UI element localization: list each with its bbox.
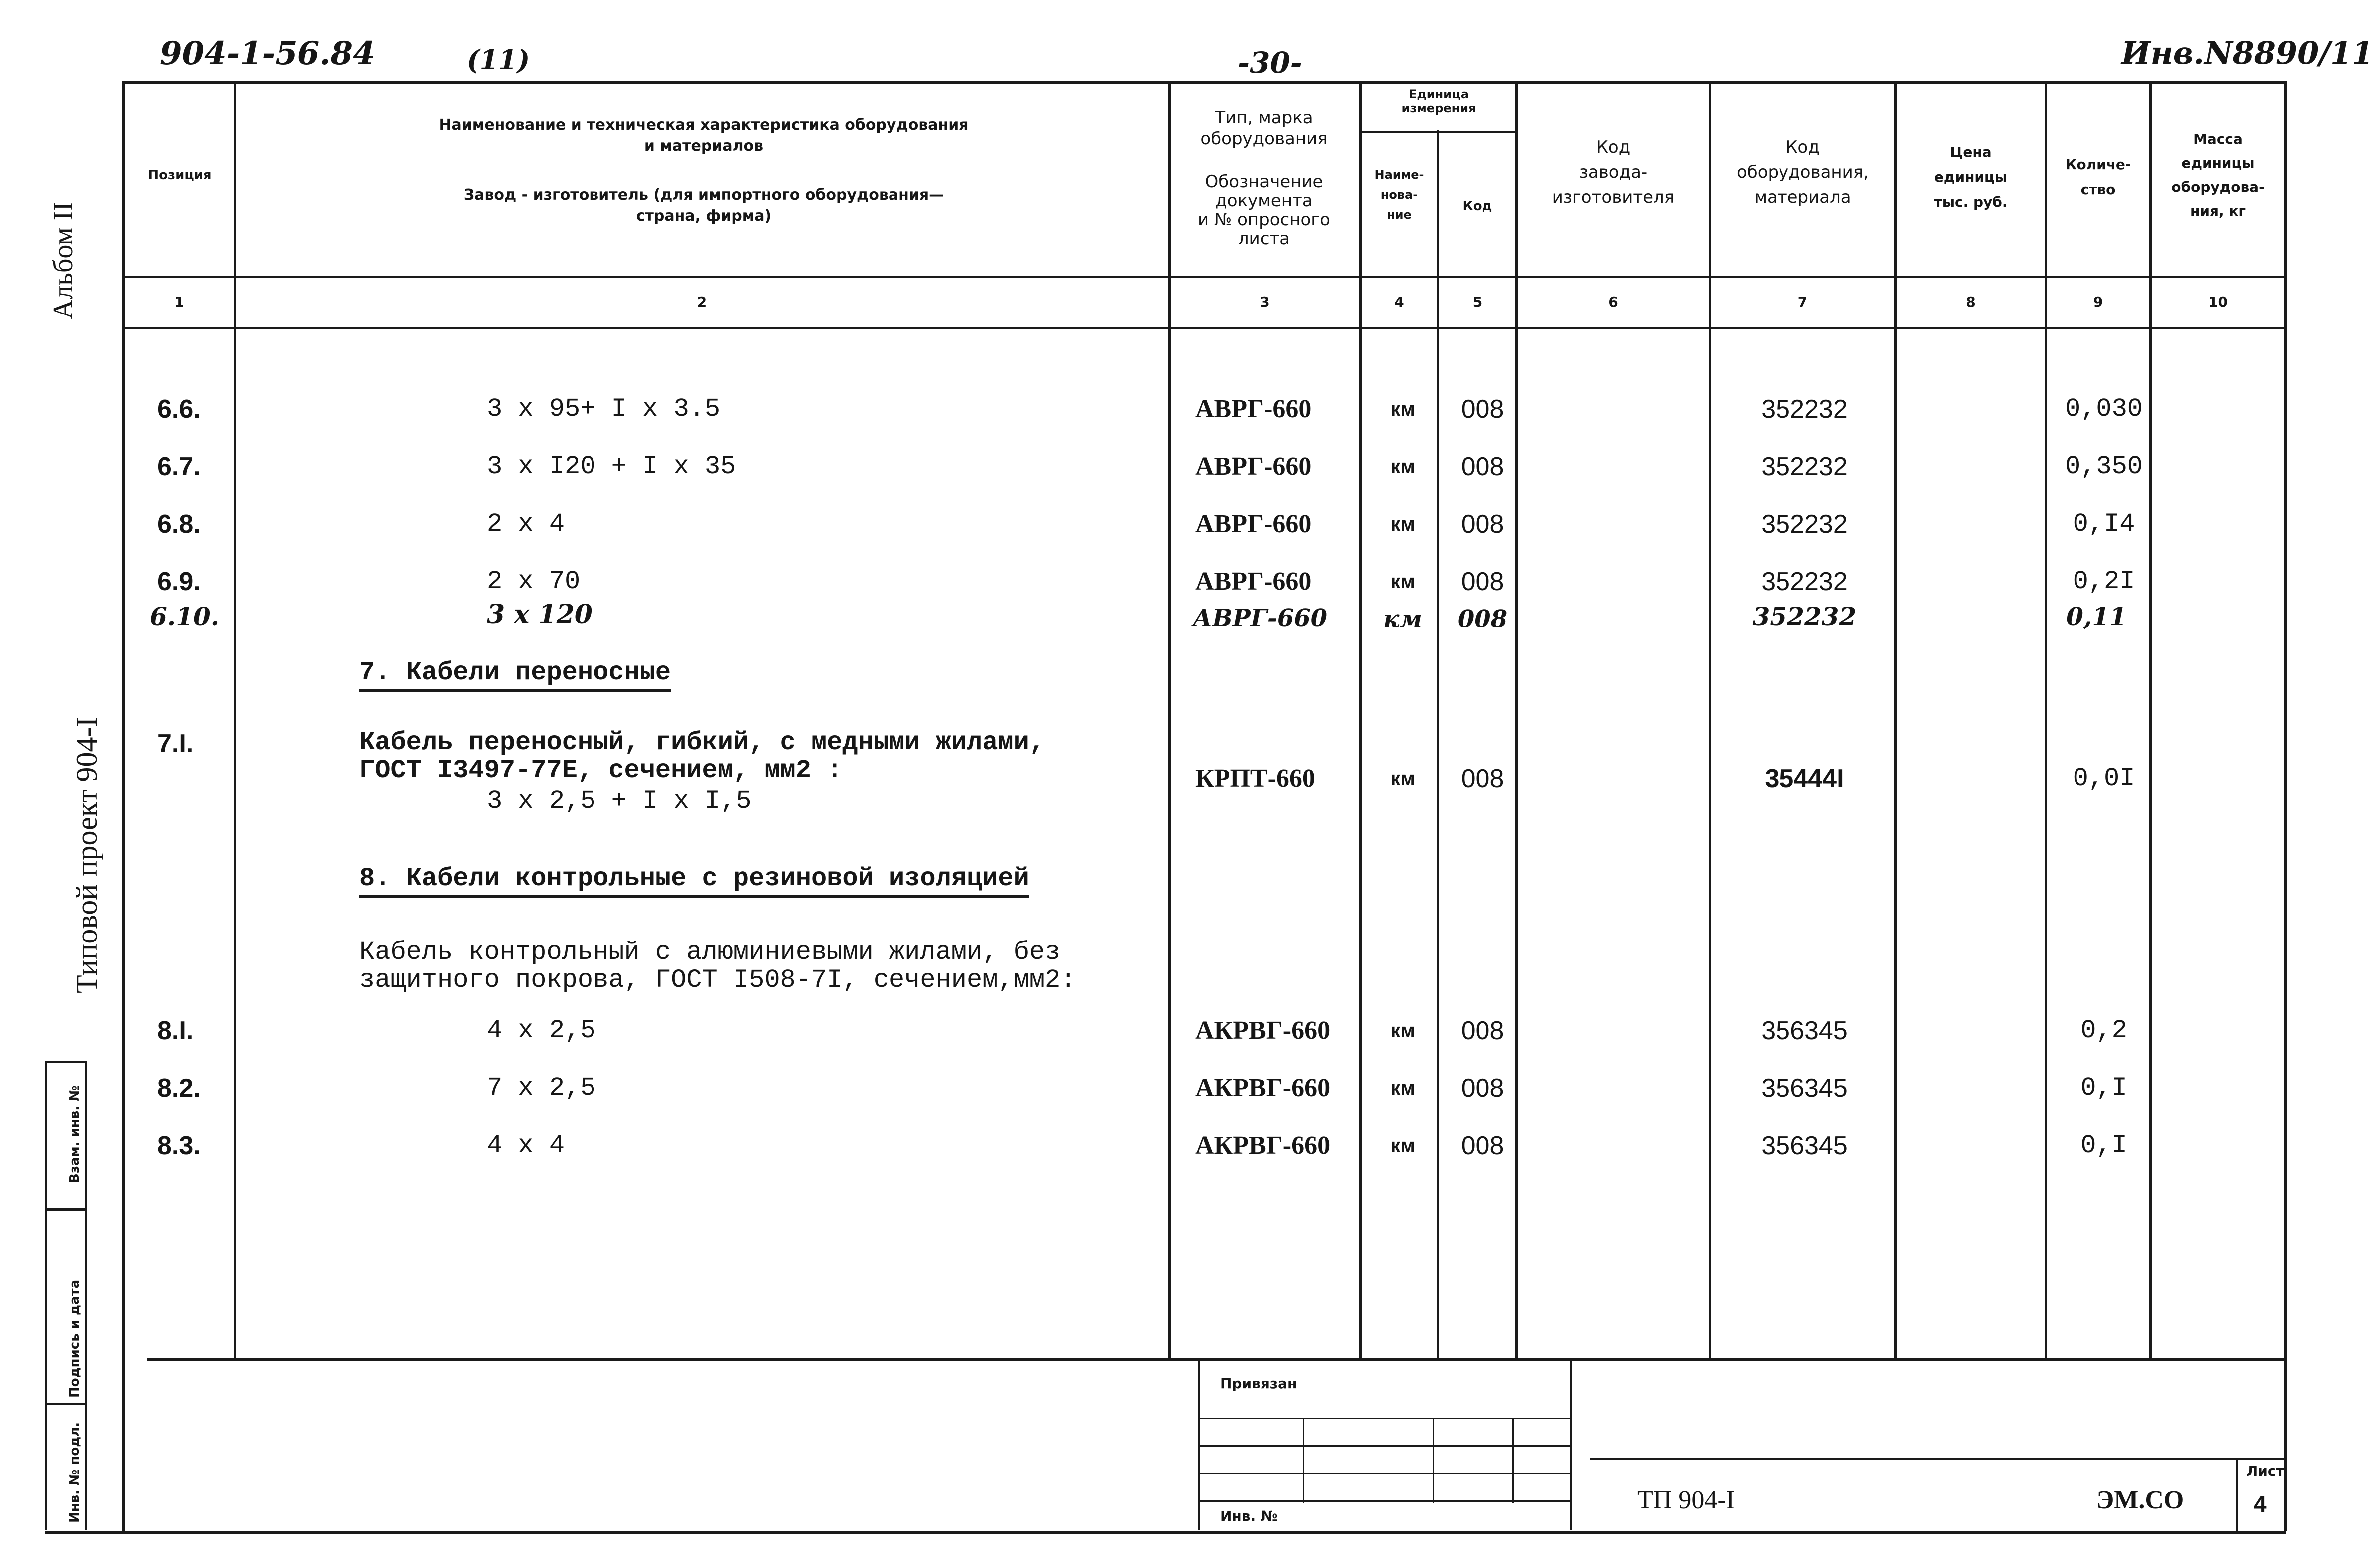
row-material-code: 35444I xyxy=(1765,764,1844,793)
stamp-label-replace: Взам. инв. № xyxy=(67,1085,82,1183)
row-mark: АВРГ-660 xyxy=(1195,452,1312,481)
row-unit: км xyxy=(1383,605,1423,633)
stamp-box-right xyxy=(85,1061,87,1530)
col-line-8 xyxy=(2045,81,2047,1359)
col-number-5: 5 xyxy=(1472,294,1483,310)
frame-top xyxy=(122,81,2286,84)
project-code: 904-1-56.84 xyxy=(160,35,375,72)
row-unit-code: 008 xyxy=(1461,764,1504,793)
header-name: Наименование и техническая характеристика оборудования и материалов xyxy=(439,116,969,155)
row-description: 2 x 4 xyxy=(487,509,565,539)
row-unit-code: 008 xyxy=(1461,1074,1504,1103)
col-number-1: 1 xyxy=(174,294,184,310)
row-mark: АВРГ-660 xyxy=(1193,604,1328,632)
row-material-code: 356345 xyxy=(1761,1074,1848,1103)
col-line-7 xyxy=(1894,81,1897,1359)
header-document: Обозначение документа и № опросного листа xyxy=(1198,172,1330,249)
row-mark: АКРВГ-660 xyxy=(1195,1016,1331,1045)
part-number: (11) xyxy=(467,44,530,76)
row-mark: АКРВГ-660 xyxy=(1195,1074,1331,1102)
row-description: 7 x 2,5 xyxy=(487,1073,596,1103)
stamp-box-left xyxy=(45,1061,47,1530)
row-unit: км xyxy=(1390,768,1415,790)
header-unit-name: Наиме- нова- ние xyxy=(1374,168,1424,222)
row-position: 7.I. xyxy=(157,729,194,758)
row-quantity: 0,I4 xyxy=(2073,509,2135,539)
row-unit-code: 008 xyxy=(1457,605,1508,633)
sheet-box-left xyxy=(2236,1458,2238,1531)
page-number: -30- xyxy=(1238,46,1302,80)
row-unit: км xyxy=(1390,1020,1415,1042)
header-quantity: Количе- ство xyxy=(2065,156,2131,198)
col-line-9 xyxy=(2149,81,2152,1359)
col-number-3: 3 xyxy=(1260,294,1270,310)
header-manufacturer: Завод - изготовитель (для импортного оборудования— страна, фирма) xyxy=(463,186,944,225)
row-position: 6.10. xyxy=(150,602,220,631)
footer-line-1 xyxy=(1200,1418,1570,1419)
number-row-divider xyxy=(122,327,2286,329)
row-description: 4 x 2,5 xyxy=(487,1016,596,1045)
row-description: 2 x 70 xyxy=(487,567,581,596)
header-unit-code: Код xyxy=(1462,199,1492,214)
unit-group-divider xyxy=(1359,131,1515,133)
row-quantity: 0,I xyxy=(2080,1073,2127,1103)
header-mass: Масса единицы оборудова- ния, кг xyxy=(2171,131,2265,219)
inventory-number: Инв.N8890/11 xyxy=(2121,35,2373,71)
row-quantity: 0,11 xyxy=(2066,602,2127,631)
stamp-box-div2 xyxy=(45,1403,85,1405)
col-line-5 xyxy=(1515,81,1518,1359)
row-material-code: 352232 xyxy=(1761,567,1848,596)
footer-line-3 xyxy=(1200,1473,1570,1474)
row-unit-code: 008 xyxy=(1461,567,1504,596)
footer-vline-2 xyxy=(1433,1418,1434,1503)
frame-right xyxy=(2284,81,2287,1531)
row-description: 4 x 4 xyxy=(487,1131,565,1160)
col-line-1 xyxy=(234,81,236,1359)
row-unit-code: 008 xyxy=(1461,1016,1504,1045)
row-quantity: 0,030 xyxy=(2065,394,2143,424)
section-8-title: 8. Кабели контрольные с резиновой изоляцией xyxy=(359,864,1029,898)
section-7-title: 7. Кабели переносные xyxy=(359,658,671,692)
col-number-4: 4 xyxy=(1394,294,1404,310)
stamp-label-inv: Инв. № подл. xyxy=(67,1422,82,1523)
col-line-6 xyxy=(1709,81,1711,1359)
row-unit: км xyxy=(1390,513,1415,535)
row-unit-code: 008 xyxy=(1461,1131,1504,1160)
header-type: Тип, марка оборудования xyxy=(1200,108,1328,149)
section-8-text: Кабель контрольный с алюминиевыми жилами, без защитного покрова, ГОСТ I508-7I, сечением,мм2: xyxy=(359,938,1076,995)
col-line-3 xyxy=(1359,81,1362,1359)
row-description: 3 x 95+ I x 3.5 xyxy=(487,394,721,424)
stamp-label-sign: Подпись и дата xyxy=(67,1279,82,1398)
col-number-7: 7 xyxy=(1797,294,1808,310)
project-label: Типовой проект 904-I xyxy=(70,717,103,993)
col-number-10: 10 xyxy=(2208,294,2228,310)
footer-vline-1 xyxy=(1303,1418,1304,1503)
row-material-code: 356345 xyxy=(1761,1131,1848,1160)
col-number-9: 9 xyxy=(2093,294,2103,310)
frame-bottom xyxy=(45,1531,2286,1534)
row-mark: АКРВГ-660 xyxy=(1195,1131,1331,1160)
row-unit: км xyxy=(1390,1135,1415,1157)
row-quantity: 0,2 xyxy=(2080,1016,2127,1045)
row-material-code: 356345 xyxy=(1761,1016,1848,1045)
row-position: 6.7. xyxy=(157,452,201,481)
row-unit-code: 008 xyxy=(1461,510,1504,539)
row-position: 8.I. xyxy=(157,1016,194,1045)
row-quantity: 0,0I xyxy=(2073,764,2135,793)
header-factory-code: Код завода- изготовителя xyxy=(1552,137,1675,207)
bound-label: Привязан xyxy=(1220,1375,1297,1392)
footer-line-2 xyxy=(1200,1445,1570,1447)
row-description: 3 x 2,5 + I x I,5 xyxy=(487,786,752,816)
header-divider xyxy=(122,276,2286,278)
row-quantity: 0,I xyxy=(2080,1131,2127,1160)
row-mark: АВРГ-660 xyxy=(1195,567,1312,596)
header-unit-group: Единица измерения xyxy=(1401,87,1476,115)
row-unit: км xyxy=(1390,398,1415,420)
footer-vline-3 xyxy=(1512,1418,1514,1503)
row-unit: км xyxy=(1390,456,1415,478)
row-position: 6.8. xyxy=(157,510,201,539)
sheet-label: Лист xyxy=(2246,1463,2284,1479)
body-bottom xyxy=(147,1358,2286,1361)
row-unit: км xyxy=(1390,1077,1415,1099)
row-quantity: 0,2I xyxy=(2073,567,2135,596)
col-line-2 xyxy=(1168,81,1171,1359)
row-position: 8.3. xyxy=(157,1131,201,1160)
footer-box-right xyxy=(1570,1360,1572,1530)
row-position: 6.9. xyxy=(157,567,201,596)
header-price: Цена единицы тыс. руб. xyxy=(1934,144,2008,210)
header-position: Позиция xyxy=(148,168,212,183)
row-mark: АВРГ-660 xyxy=(1195,395,1312,423)
album-label: Альбом II xyxy=(48,201,79,319)
stamp-box-top xyxy=(45,1061,85,1063)
inventory-label: Инв. № xyxy=(1220,1508,1278,1524)
row-position: 8.2. xyxy=(157,1074,201,1103)
footer-line-4 xyxy=(1200,1500,1570,1502)
row-description: 3 x 120 xyxy=(487,599,593,629)
sheet-code: ЭМ.СО xyxy=(2096,1486,2184,1514)
row-unit-code: 008 xyxy=(1461,452,1504,481)
header-material-code: Код оборудования, материала xyxy=(1736,137,1869,207)
col-line-4 xyxy=(1437,130,1439,1359)
row-position: 6.6. xyxy=(157,395,201,424)
footer-right-divider xyxy=(1590,1458,2286,1460)
row-mark: КРПТ-660 xyxy=(1195,764,1315,793)
row-description: 3 x I20 + I x 35 xyxy=(487,452,736,481)
row-material-code: 352232 xyxy=(1761,452,1848,481)
document-code: ТП 904-I xyxy=(1637,1486,1735,1514)
sheet-number: 4 xyxy=(2254,1491,2267,1517)
row-material-code: 352232 xyxy=(1761,510,1848,539)
row-material-code: 352232 xyxy=(1752,602,1857,631)
section-7-text: Кабель переносный, гибкий, с медными жилами, ГОСТ I3497-77Е, сечением, мм2 : xyxy=(359,728,1045,785)
row-material-code: 352232 xyxy=(1761,395,1848,424)
row-unit: км xyxy=(1390,571,1415,593)
col-number-6: 6 xyxy=(1608,294,1618,310)
row-unit-code: 008 xyxy=(1461,395,1504,424)
col-number-2: 2 xyxy=(697,294,707,310)
stamp-box-div1 xyxy=(45,1208,85,1211)
row-mark: АВРГ-660 xyxy=(1195,510,1312,538)
row-quantity: 0,350 xyxy=(2065,452,2143,481)
col-number-8: 8 xyxy=(1966,294,1976,310)
